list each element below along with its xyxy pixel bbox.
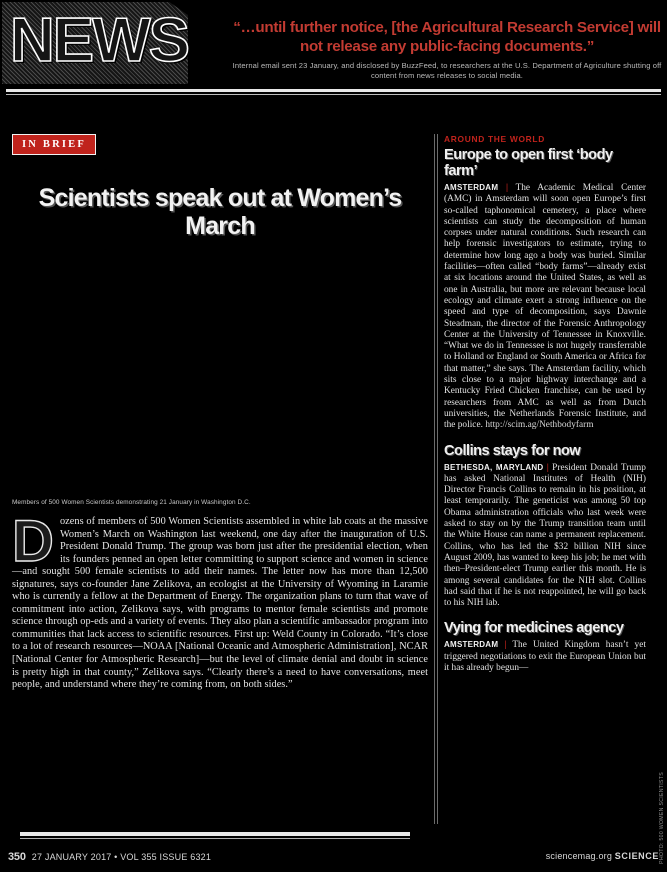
column-divider-2: [437, 134, 438, 824]
masthead: [0, 0, 667, 100]
brief-text: The United Kingdom hasn’t yet triggered negotiations to exit the European Union but it has already begun—: [444, 640, 646, 673]
brief-body: [444, 462, 646, 610]
lead-article-body: [12, 509, 428, 692]
dateline-separator: |: [546, 462, 549, 473]
in-brief-badge: IN BRIEF: [12, 134, 96, 155]
lead-photo: [12, 254, 428, 492]
brief-headline: Vying for medicines agency: [444, 620, 624, 637]
brief-article-collins: [444, 443, 646, 610]
in-brief-badge-wrap: [12, 134, 102, 154]
masthead-rule-thick: [6, 89, 661, 92]
brief-text: President Donald Trump has asked National Institutes of Health (NIH) Director Francis Collins to remain in his position, at least temporarily. The geneticist was among 50 top Obama administration officials who last week were asked to stay on by the Trump transition team until the White House can name a permanent replacement. Collins, who has led the $32 billion NIH since August 2009, has wanted to keep his job; he met with then–President-elect Trump earlier this month. He is among several candidates for the NIH slot. Collins had said that if he is not reappointed, he will go back to his NIH lab.: [444, 462, 646, 609]
brief-article-medicines-agency: [444, 620, 646, 674]
brief-text: The Academic Medical Center (AMC) in Amsterdam will soon open Europe’s first so-called taphonomical cemetery, a place where scientists can study the decomposition of human corpses under natural conditions. Such research can help forensic investigators to estimate, trying to determine how long ago a body was buried. Similar facilities—often called “body farms”—already exist at six locations around the United States, as well as one in Australia, but more are relevant because local ecology and climate exert a strong influence on the speed and type of decomposition, says Dawnie Steadman, the director of the Forensic Anthropology Center at the University of Tennessee in Knoxville. “What we do in Tennessee is not hugely transferrable to Holland or England or South America or Africa for that matter,” she says. The Amsterdam facility, which sits close to a major highway interchange and a Kentucky Fried Chicken franchise, can be used by researchers from AMC as well as from Dutch universities, the Netherlands Forensic Institute, and the police.: [444, 183, 646, 431]
lead-headline: Scientists speak out at Women’s March: [38, 184, 402, 240]
pull-quote-block: [232, 18, 662, 81]
masthead-rule-thin: [6, 94, 661, 95]
dateline: AMSTERDAM: [444, 183, 499, 192]
lead-article-text: ozens of members of 500 Women Scientists assembled in white lab coats at the massive Women’s March on Washington last weekend, one day after the inauguration of U.S. President Donald Trump. The group was born just after the presidential election, when its founders penned an open letter committing to support science and women in science—and sought 500 female scientists to add their names. The letter now has more than 12,500 signatures, says co-founder Jane Zelikova, an ecologist at the University of Wyoming in Laramie who is currently a fellow at the Department of Energy. The organization plans to turn that wave of commitment into action, Zelikova says, with programs to mentor female scientists and promote science through op-eds and a variety of events. They also plan a scientific ambassador program into communities that lack access to scientific resources. First up: Weld County in Colorado. “It’s close to a lot of research resources—NOAA [National Oceanic and Atmospheric Administration], NCAR [National Center for Atmospheric Research]—but the level of climate denial and doubt in science is pretty high in that county,” Zelikova says. “Clearly there’s a need to have conversations, meet people, and understand where they’re coming from, on both sides.”: [12, 516, 428, 691]
brief-body: [444, 182, 646, 432]
photo-credit: PHOTO: 500 WOMEN SCIENTISTS: [659, 772, 665, 864]
brief-headline: Europe to open first ‘body farm’: [444, 147, 613, 179]
section-kicker-around-the-world: AROUND THE WORLD: [444, 134, 545, 144]
dateline: AMSTERDAM: [444, 640, 499, 650]
column-divider-1: [434, 134, 435, 824]
website-url[interactable]: sciencemag.org: [545, 851, 613, 861]
footer-rule-thick: [20, 832, 410, 836]
brief-body: [444, 639, 646, 674]
brief-url[interactable]: http://scim.ag/Nethbodyfarm: [485, 420, 594, 431]
dateline-separator: |: [505, 183, 509, 193]
pull-quote-attribution: Internal email sent 23 January, and disclosed by BuzzFeed, to researchers at the U.S. Department of Agriculture shutting off content from news releases to social media.: [232, 61, 662, 80]
dateline: BETHESDA, MARYLAND: [444, 462, 544, 472]
brief-headline: Collins stays for now: [444, 442, 581, 459]
dateline-separator: |: [504, 640, 507, 651]
section-title-news: NEWS: [10, 6, 188, 75]
publication-name: SCIENCE: [614, 851, 659, 861]
left-column: [12, 134, 428, 824]
brief-article-body-farm: [444, 147, 646, 432]
footer-right: [546, 851, 659, 861]
pull-quote-text: “…until further notice, [the Agricultural Research Service] will not release any public-facing documents.”: [233, 19, 661, 55]
page-number: 350: [8, 851, 26, 863]
photo-caption: Members of 500 Women Scientists demonstrating 21 January in Washington D.C.: [12, 499, 251, 506]
right-column: [444, 134, 646, 824]
issue-line: 27 JANUARY 2017 • VOL 355 ISSUE 6321: [31, 852, 212, 862]
footer-left: [8, 851, 211, 863]
footer-rule-thin: [20, 838, 410, 839]
drop-cap: D: [12, 509, 54, 574]
